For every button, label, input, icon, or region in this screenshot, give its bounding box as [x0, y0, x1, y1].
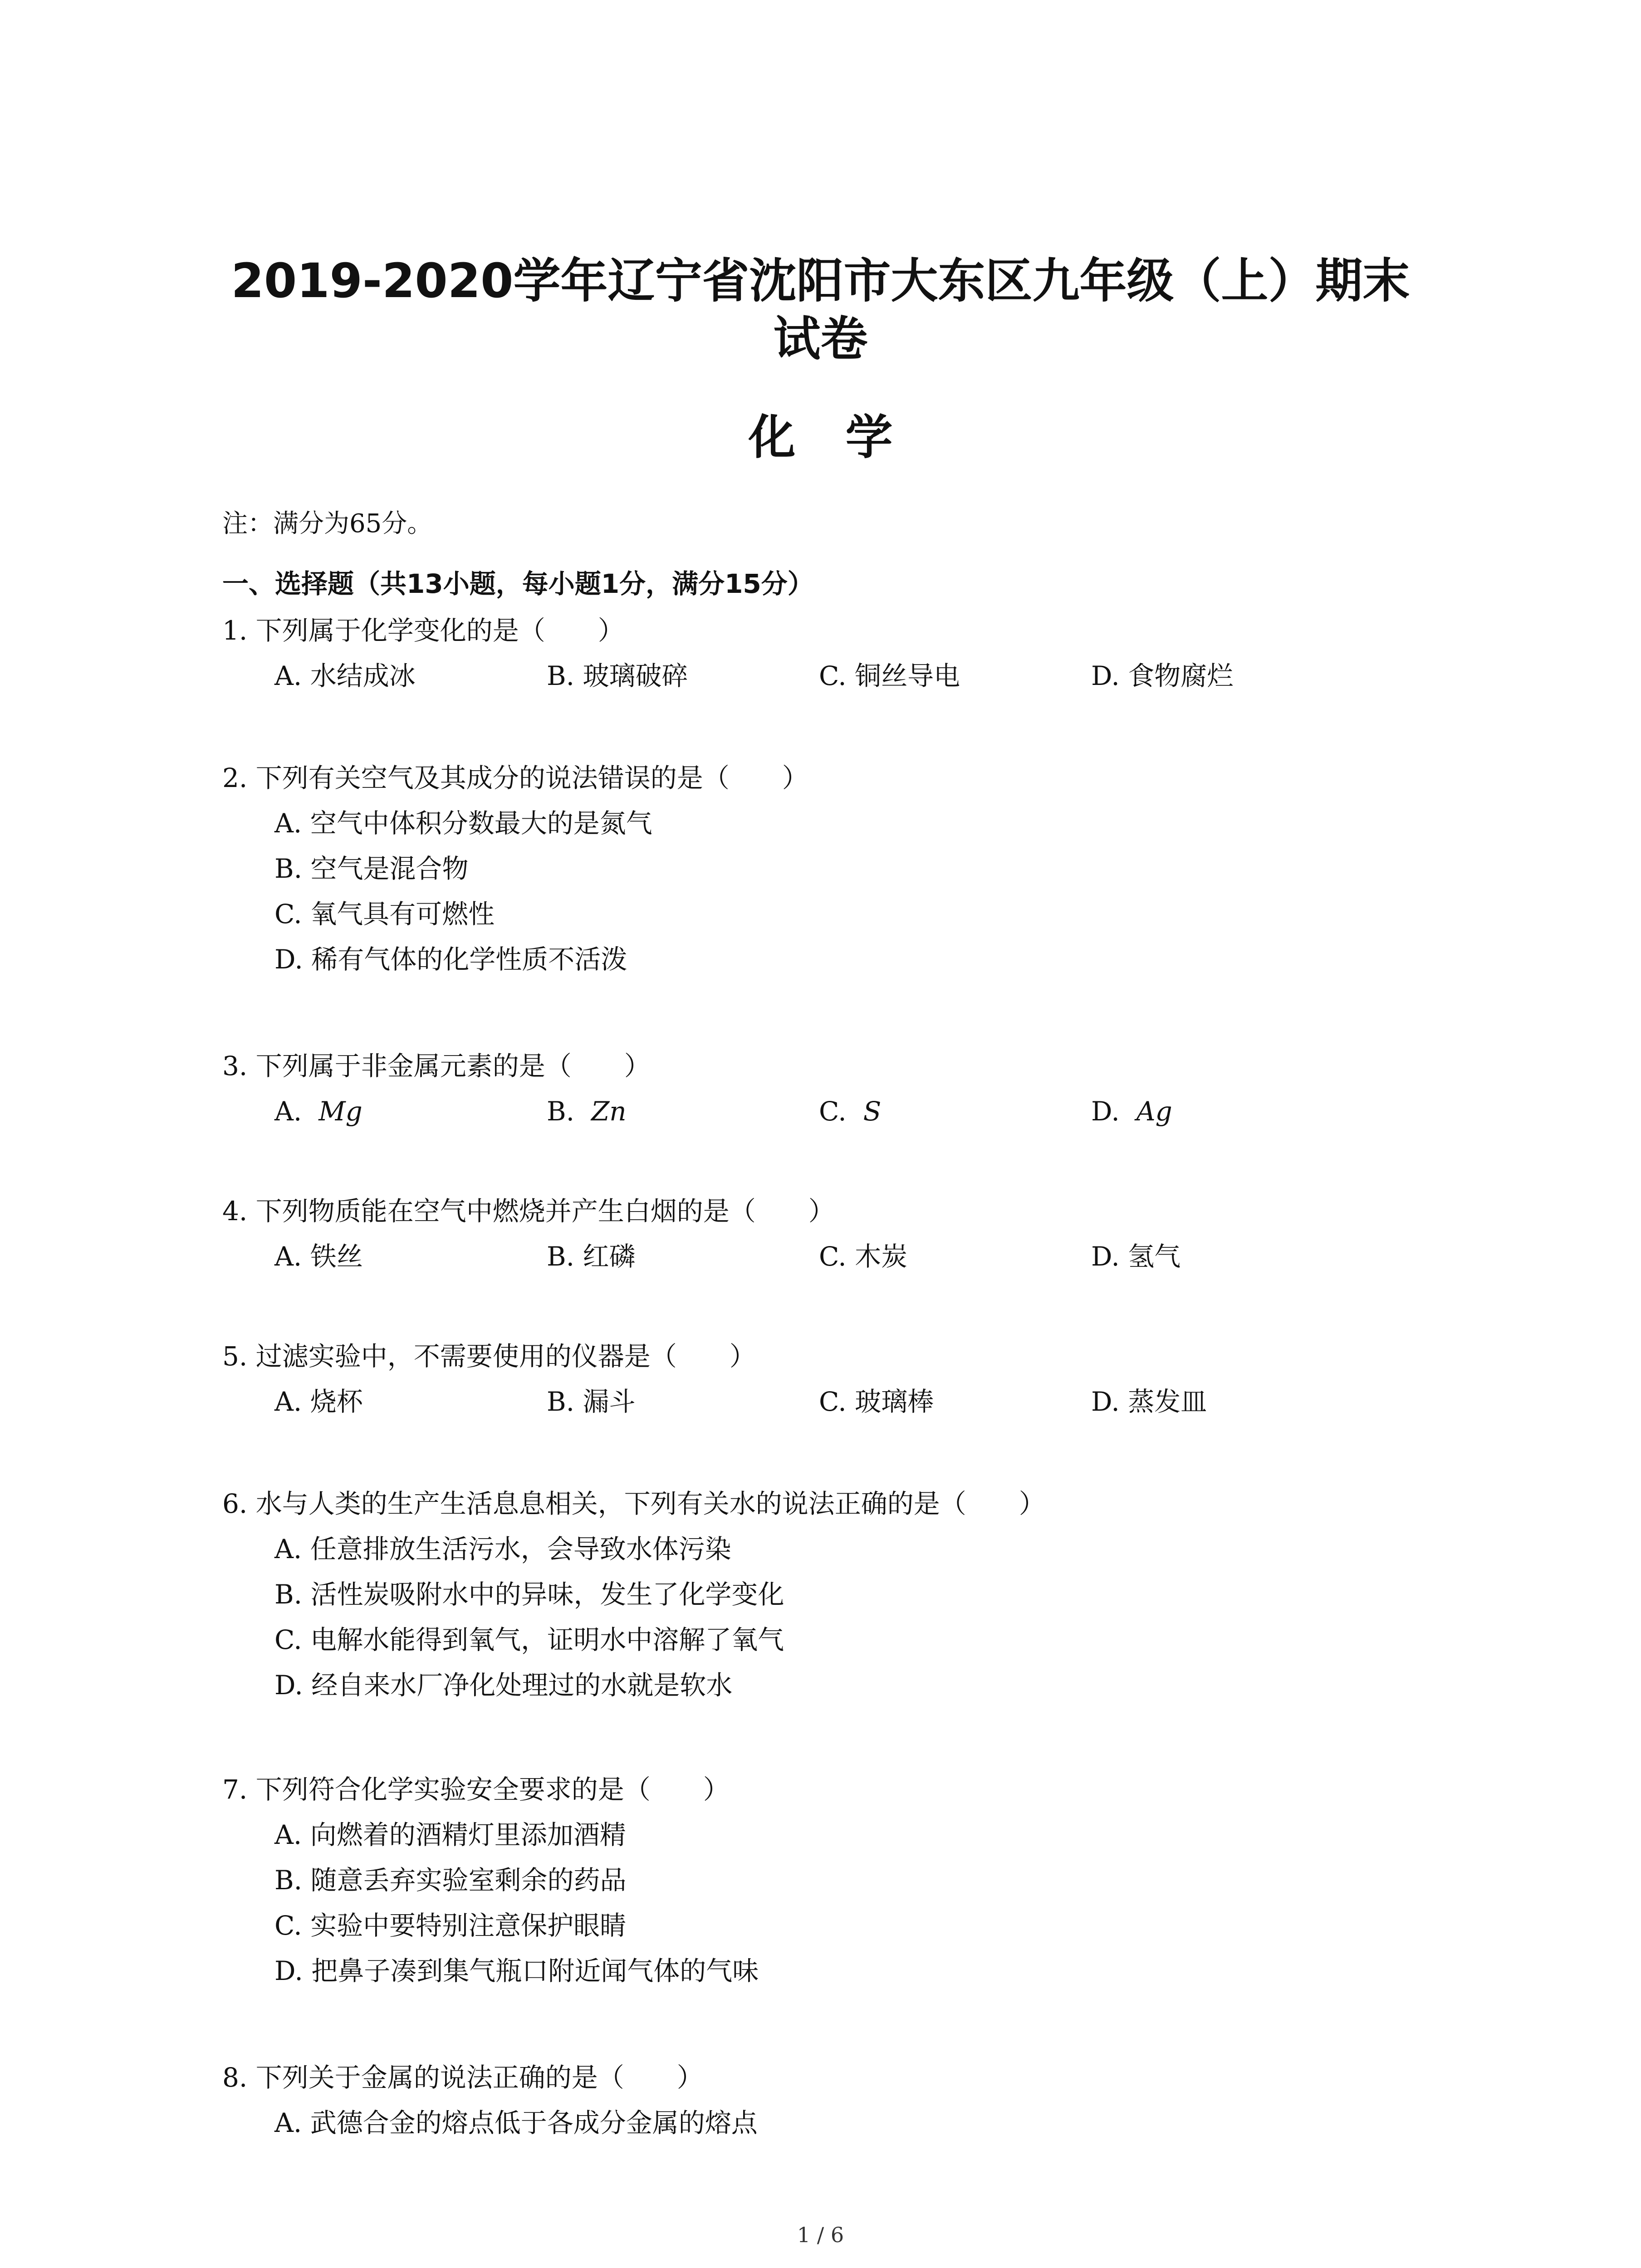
- element-symbol: Zn: [591, 1096, 627, 1127]
- page-number: 1 / 6: [797, 2223, 844, 2247]
- question-7: [222, 1767, 759, 1994]
- option-a: A. 武德合金的熔点低于各成分金属的熔点: [274, 2107, 758, 2138]
- option-b: B. 漏斗: [547, 1386, 636, 1417]
- options-row: [274, 653, 1363, 699]
- question-8: [222, 2055, 758, 2146]
- option-a: [274, 1089, 547, 1134]
- option-d: D. 氢气: [1091, 1241, 1181, 1272]
- option-letter: D.: [1091, 1096, 1136, 1127]
- option-d: D. 食物腐烂: [1091, 660, 1234, 691]
- option-a: A. 向燃着的酒精灯里添加酒精: [274, 1819, 626, 1850]
- option-d: D. 把鼻子凑到集气瓶口附近闻气体的气味: [274, 1955, 759, 1986]
- option-b: B. 空气是混合物: [274, 853, 469, 884]
- option-letter: A.: [274, 1096, 319, 1127]
- question-stem: 2. 下列有关空气及其成分的说法错误的是（ ）: [222, 763, 808, 793]
- option-a: A. 水结成冰: [274, 660, 416, 691]
- option-b: [547, 1089, 819, 1134]
- option-c: C. 玻璃棒: [819, 1386, 934, 1417]
- options-column: [274, 2100, 758, 2146]
- options-row: [274, 1089, 1363, 1134]
- element-symbol: S: [863, 1096, 882, 1127]
- option-a: A. 铁丝: [274, 1241, 363, 1272]
- option-b: B. 随意丢弃实验室剩余的药品: [274, 1865, 627, 1896]
- option-c: C. 氧气具有可燃性: [274, 899, 495, 929]
- exam-title-line2: 试卷: [773, 311, 868, 367]
- options-row: [274, 1379, 1363, 1424]
- option-d: D. 经自来水厂净化处理过的水就是软水: [274, 1670, 733, 1701]
- question-3: [222, 1043, 1363, 1134]
- subject-heading: 化学: [748, 410, 943, 465]
- question-stem: 5. 过滤实验中，不需要使用的仪器是（ ）: [222, 1341, 756, 1372]
- score-note: 注：满分为65分。: [222, 509, 433, 538]
- option-letter: B.: [547, 1096, 591, 1127]
- question-1: [222, 608, 1363, 699]
- element-symbol: Ag: [1136, 1096, 1172, 1127]
- question-stem: 1. 下列属于化学变化的是（ ）: [222, 615, 624, 646]
- section-heading: 一、选择题（共13小题，每小题1分，满分15分）: [222, 568, 814, 599]
- question-5: [222, 1334, 1363, 1424]
- option-d: [1091, 1089, 1363, 1134]
- exam-title-line1: 2019-2020学年辽宁省沈阳市大东区九年级（上）期末: [231, 253, 1410, 308]
- option-d: D. 蒸发皿: [1091, 1386, 1207, 1417]
- options-column: [274, 801, 808, 982]
- question-stem: 4. 下列物质能在空气中燃烧并产生白烟的是（ ）: [222, 1196, 835, 1227]
- option-c: C. 电解水能得到氧气，证明水中溶解了氧气: [274, 1624, 784, 1655]
- question-stem: 8. 下列关于金属的说法正确的是（ ）: [222, 2062, 703, 2093]
- question-stem: 6. 水与人类的生产生活息息相关，下列有关水的说法正确的是（ ）: [222, 1488, 1045, 1519]
- options-column: [274, 1526, 1045, 1708]
- option-b: B. 玻璃破碎: [547, 660, 688, 691]
- option-b: B. 活性炭吸附水中的异味，发生了化学变化: [274, 1579, 784, 1610]
- element-symbol: Mg: [318, 1096, 362, 1127]
- question-2: [222, 755, 808, 982]
- options-column: [274, 1812, 759, 1994]
- question-stem: 7. 下列符合化学实验安全要求的是（ ）: [222, 1774, 730, 1805]
- question-stem: 3. 下列属于非金属元素的是（ ）: [222, 1051, 651, 1081]
- option-letter: C.: [819, 1096, 863, 1127]
- option-c: C. 铜丝导电: [819, 660, 960, 691]
- option-a: A. 任意排放生活污水，会导致水体污染: [274, 1534, 731, 1564]
- option-a: A. 空气中体积分数最大的是氮气: [274, 808, 652, 839]
- option-c: [819, 1089, 1091, 1134]
- options-row: [274, 1234, 1363, 1279]
- option-d: D. 稀有气体的化学性质不活泼: [274, 944, 627, 975]
- question-6: [222, 1481, 1045, 1708]
- option-c: C. 木炭: [819, 1241, 908, 1272]
- option-a: A. 烧杯: [274, 1386, 363, 1417]
- question-4: [222, 1188, 1363, 1279]
- option-b: B. 红磷: [547, 1241, 636, 1272]
- option-c: C. 实验中要特别注意保护眼睛: [274, 1910, 627, 1941]
